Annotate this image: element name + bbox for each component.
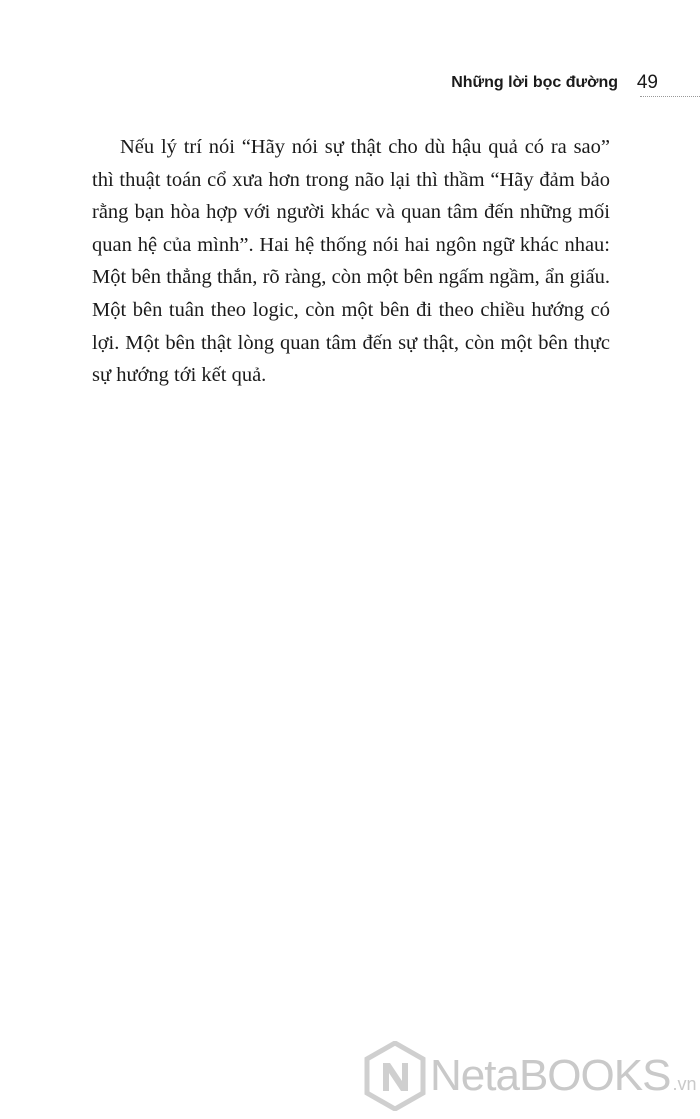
- neta-logo-icon: [364, 1041, 426, 1111]
- body-paragraph: Nếu lý trí nói “Hãy nói sự thật cho dù hậu quả có ra sao” thì thuật toán cổ xưa hơn trong não lại thì thầm “Hãy đảm bảo rằng bạn hòa hợp với người khác và quan tâm đến những mối quan hệ của mình”. Hai hệ thống nói hai ngôn ngữ khác nhau: Một bên thẳng thắn, rõ ràng, còn một bên ngấm ngầm, ẩn giấu. Một bên tuân theo logic, còn một bên đi theo chiều hướng có lợi. Một bên thật lòng quan tâm đến sự thật, còn một bên thực sự hướng tới kết quả.: [92, 136, 610, 387]
- header-divider: [640, 96, 700, 97]
- watermark: [364, 1037, 700, 1117]
- watermark-text: [430, 1051, 696, 1101]
- watermark-brand: NetaBOOKS: [430, 1051, 671, 1100]
- chapter-title: Những lời bọc đường: [451, 74, 618, 91]
- page-number: 49: [636, 72, 658, 93]
- running-header: [0, 72, 700, 102]
- watermark-suffix: .vn: [672, 1074, 697, 1094]
